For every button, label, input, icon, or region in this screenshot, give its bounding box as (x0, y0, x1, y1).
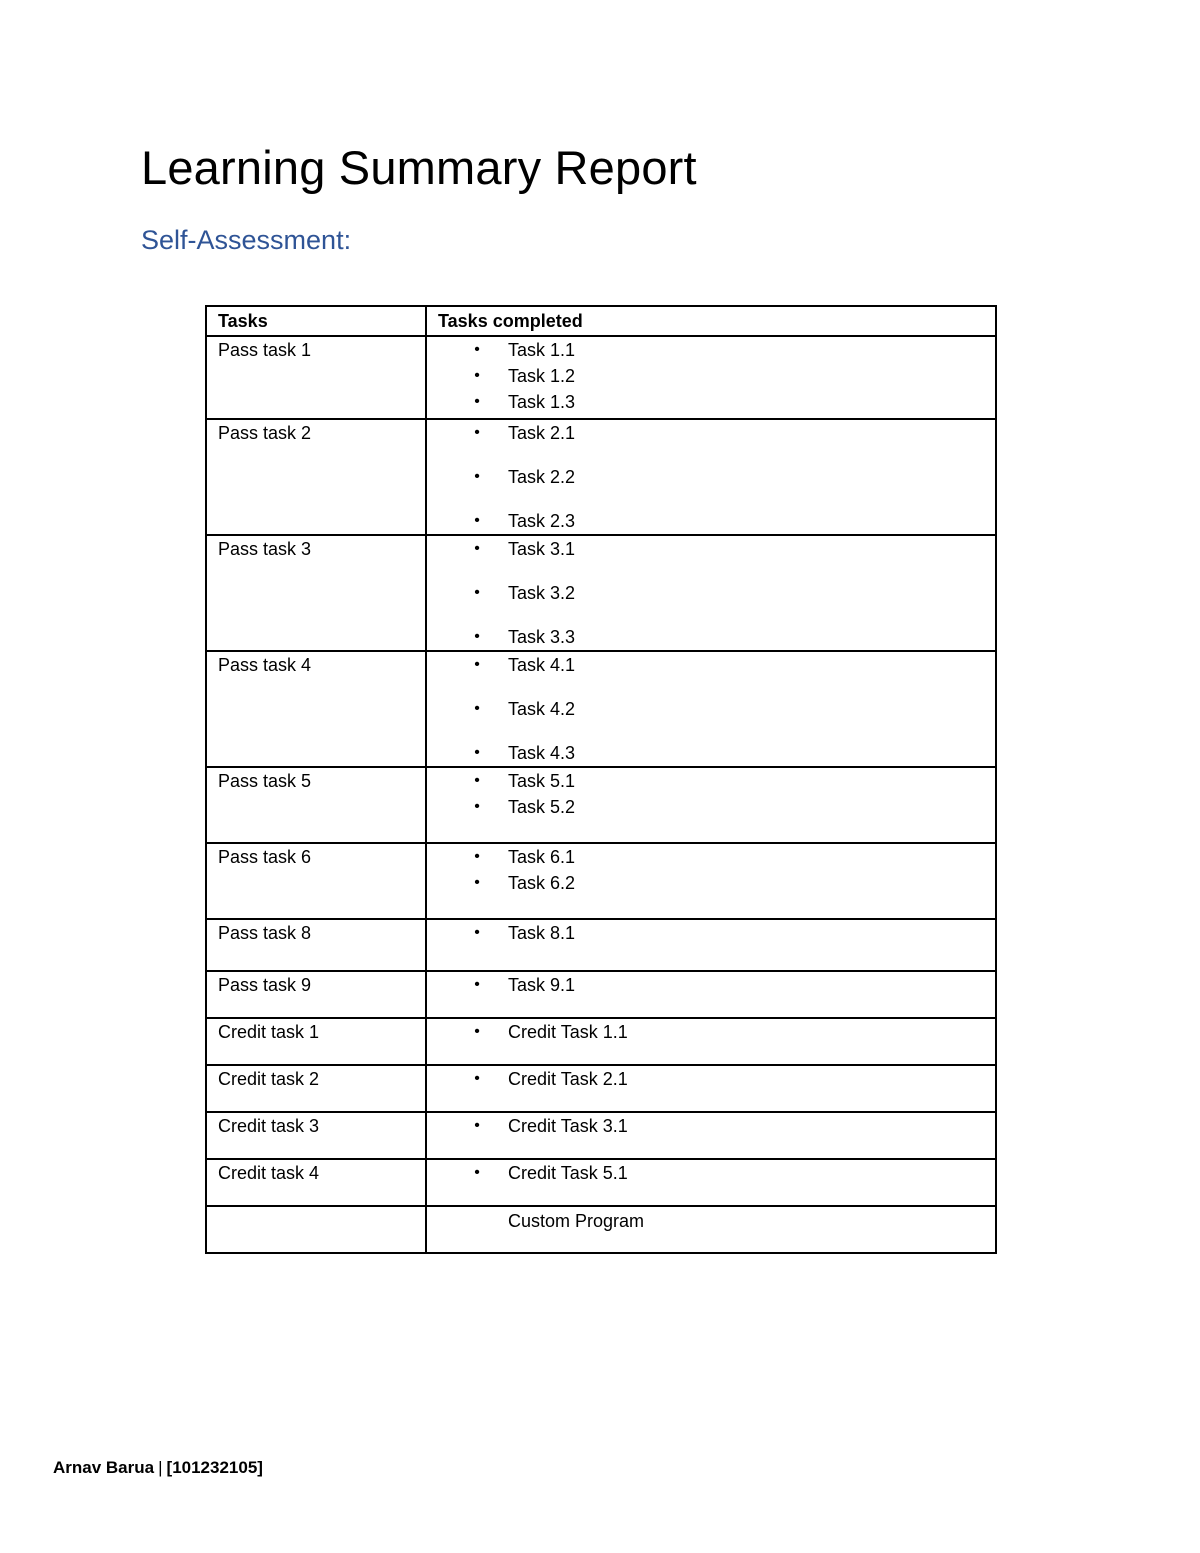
bullet-icon: • (474, 1023, 480, 1040)
completed-list (427, 1160, 995, 1186)
task-name-cell: Pass task 9 (206, 971, 426, 1018)
bullet-icon: • (474, 656, 480, 673)
completed-cell (426, 1065, 996, 1112)
completed-cell (426, 1159, 996, 1206)
completed-task-label: Task 6.2 (508, 873, 576, 893)
completed-cell (426, 336, 996, 419)
table-row (206, 843, 996, 919)
task-name-cell: Credit task 1 (206, 1018, 426, 1065)
table-row (206, 651, 996, 767)
list-item (427, 696, 995, 740)
completed-task-label: Credit Task 1.1 (508, 1022, 628, 1042)
list-item (427, 337, 995, 363)
completed-cell (426, 919, 996, 971)
bullet-icon: • (474, 393, 480, 410)
task-name-cell: Pass task 3 (206, 535, 426, 651)
list-item (427, 1019, 995, 1045)
completed-task-label: Task 4.3 (508, 743, 576, 763)
table-row (206, 419, 996, 535)
completed-list (427, 972, 995, 998)
list-item (427, 580, 995, 624)
completed-task-label: Task 2.3 (508, 511, 576, 531)
author-name: Arnav Barua (53, 1458, 155, 1477)
completed-cell (426, 535, 996, 651)
completed-cell (426, 767, 996, 843)
completed-cell (426, 843, 996, 919)
completed-list (427, 1113, 995, 1139)
task-name-cell (206, 1206, 426, 1253)
table-row (206, 1018, 996, 1065)
bullet-icon: • (474, 628, 480, 645)
bullet-icon: • (474, 1117, 480, 1134)
list-item (427, 1113, 995, 1139)
bullet-icon: • (474, 1164, 480, 1181)
completed-list (427, 1019, 995, 1045)
list-item (427, 844, 995, 870)
completed-task-label: Task 5.2 (508, 797, 576, 817)
completed-list (427, 768, 995, 820)
table-row (206, 919, 996, 971)
bullet-icon: • (474, 924, 480, 941)
table-row (206, 535, 996, 651)
tasks-table (205, 305, 997, 1254)
bullet-icon: • (474, 1070, 480, 1087)
completed-task-label: Credit Task 3.1 (508, 1116, 628, 1136)
completed-list (427, 920, 995, 946)
completed-cell (426, 1206, 996, 1253)
table-row (206, 1206, 996, 1253)
bullet-icon: • (474, 772, 480, 789)
table-body (206, 336, 996, 1253)
completed-task-label: Task 2.1 (508, 423, 576, 443)
task-name-cell: Credit task 2 (206, 1065, 426, 1112)
bullet-icon: • (474, 540, 480, 557)
column-header-tasks: Tasks (206, 306, 426, 336)
list-item (427, 508, 995, 534)
list-item (427, 389, 995, 415)
completed-cell (426, 419, 996, 535)
completed-cell (426, 651, 996, 767)
custom-program-note: Custom Program (508, 1211, 645, 1231)
list-item (427, 870, 995, 896)
completed-list (427, 652, 995, 766)
completed-task-label: Task 6.1 (508, 847, 576, 867)
completed-list (427, 536, 995, 650)
completed-list (427, 420, 995, 534)
completed-task-label: Task 5.1 (508, 771, 576, 791)
list-item (427, 740, 995, 766)
list-item (427, 536, 995, 580)
bullet-icon: • (474, 976, 480, 993)
completed-task-label: Task 4.2 (508, 699, 576, 719)
completed-cell (426, 971, 996, 1018)
task-name-cell: Pass task 5 (206, 767, 426, 843)
completed-cell (426, 1018, 996, 1065)
table-header-row (206, 306, 996, 336)
task-name-cell: Pass task 6 (206, 843, 426, 919)
list-item (427, 1066, 995, 1092)
completed-cell (426, 1112, 996, 1159)
list-item (427, 363, 995, 389)
page-title: Learning Summary Report (141, 141, 697, 194)
completed-task-label: Credit Task 5.1 (508, 1163, 628, 1183)
bullet-icon: • (474, 744, 480, 761)
bullet-icon: • (474, 512, 480, 529)
list-item (427, 920, 995, 946)
list-item (427, 1160, 995, 1186)
bullet-icon: • (474, 367, 480, 384)
table-row (206, 1065, 996, 1112)
bullet-icon: • (474, 874, 480, 891)
completed-task-label: Task 8.1 (508, 923, 576, 943)
footer-separator: | (158, 1458, 163, 1477)
bullet-icon: • (474, 424, 480, 441)
list-item (427, 420, 995, 464)
column-header-tasks-completed: Tasks completed (426, 306, 996, 336)
completed-list (427, 1066, 995, 1092)
completed-task-label: Task 9.1 (508, 975, 576, 995)
table-row (206, 971, 996, 1018)
student-id: [101232105] (166, 1458, 263, 1477)
table-row (206, 336, 996, 419)
table-row (206, 767, 996, 843)
task-name-cell: Pass task 1 (206, 336, 426, 419)
footer (53, 1456, 263, 1480)
bullet-icon: • (474, 341, 480, 358)
list-item (427, 624, 995, 650)
completed-task-label: Task 3.1 (508, 539, 576, 559)
completed-list (427, 844, 995, 896)
completed-task-label: Task 4.1 (508, 655, 576, 675)
list-item (427, 972, 995, 998)
bullet-icon: • (474, 700, 480, 717)
completed-task-label: Task 3.2 (508, 583, 576, 603)
task-name-cell: Credit task 4 (206, 1159, 426, 1206)
completed-task-label: Task 1.2 (508, 366, 576, 386)
completed-task-label: Task 1.1 (508, 340, 576, 360)
section-heading: Self-Assessment: (141, 225, 352, 255)
list-item (427, 768, 995, 794)
bullet-icon: • (474, 848, 480, 865)
completed-task-label: Task 2.2 (508, 467, 576, 487)
list-item (427, 464, 995, 508)
list-item (427, 794, 995, 820)
task-name-cell: Pass task 2 (206, 419, 426, 535)
task-name-cell: Pass task 8 (206, 919, 426, 971)
completed-list (427, 337, 995, 415)
table-row (206, 1112, 996, 1159)
task-name-cell: Credit task 3 (206, 1112, 426, 1159)
bullet-icon: • (474, 468, 480, 485)
bullet-icon: • (474, 584, 480, 601)
bullet-icon: • (474, 798, 480, 815)
table-row (206, 1159, 996, 1206)
completed-task-label: Credit Task 2.1 (508, 1069, 628, 1089)
completed-task-label: Task 1.3 (508, 392, 576, 412)
list-item (427, 652, 995, 696)
task-name-cell: Pass task 4 (206, 651, 426, 767)
completed-task-label: Task 3.3 (508, 627, 576, 647)
